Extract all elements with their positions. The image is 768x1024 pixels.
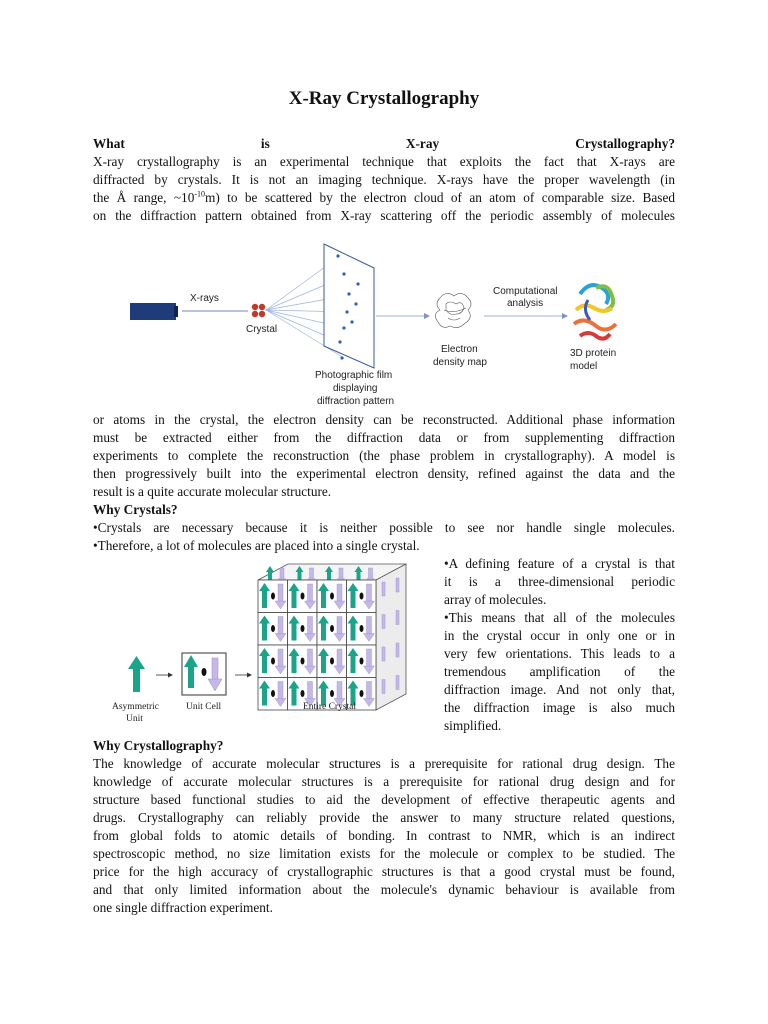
- photographic-film-icon: [324, 244, 374, 368]
- paragraph-line: must be extracted either from the diffraction data or from supplementing diffraction: [93, 430, 675, 445]
- side-text-line: •A defining feature of a crystal is that: [444, 556, 675, 571]
- paragraph-line: on the diffraction pattern obtained from X-ray scattering off the periodic assembly of molecules: [93, 208, 675, 223]
- crystal-icon: [252, 304, 265, 317]
- label-film-3: diffraction pattern: [317, 396, 395, 407]
- paragraph-line: structure based functional studies to aid the development of effective therapeutic agents and: [93, 792, 675, 807]
- side-text-line: tremendous amplification of the: [444, 664, 675, 679]
- wavelength-pre: the Å range, ~10: [93, 190, 195, 205]
- page-title: X-Ray Crystallography: [288, 88, 480, 109]
- xray-pipeline-figure: [118, 240, 658, 410]
- label-film-1: Photographic film: [315, 370, 393, 381]
- label-asymmetric-2: Unit: [126, 714, 143, 724]
- paragraph-line: one single diffraction experiment.: [93, 900, 273, 915]
- side-text-line: diffraction image. And not only that,: [444, 682, 675, 697]
- paragraph-line: result is a quite accurate molecular structure.: [93, 484, 332, 499]
- heading-what-is: What is X-ray Crystallography?: [93, 136, 675, 151]
- label-crystal: Crystal: [246, 324, 278, 335]
- paragraph-line: diffracted by crystals. It is not an imaging technique. X-rays have the proper wavelength (in: [93, 172, 675, 187]
- crystal-feature-text: [444, 555, 675, 735]
- asymmetric-unit-icon: [128, 656, 145, 692]
- paragraph-line: and that only limited information about the molecule's dynamic behaviour is available from: [93, 882, 675, 897]
- side-text-line: very few orientations. This leads to a: [444, 646, 675, 661]
- label-comp-1: Computational: [493, 286, 558, 297]
- paragraph-line: spectroscopic method, no size limitation exists for the molecule or complex to be studied. The: [93, 846, 675, 861]
- heading-why-crystals: Why Crystals?: [93, 502, 178, 517]
- label-xrays: X-rays: [190, 293, 219, 304]
- side-text-line: the diffraction image is also much: [444, 700, 675, 715]
- electron-density-map-icon: [435, 293, 471, 327]
- label-protein-1: 3D protein: [570, 348, 617, 359]
- paragraph-line: X-ray crystallography is an experimental technique that exploits the fact that X-rays are: [93, 154, 675, 169]
- paragraph-line: experiments to complete the reconstruction (the phase problem in crystallography). A model is: [93, 448, 675, 463]
- paragraph-line: knowledge of accurate molecular structures is a prerequisite for rational drug design and for: [93, 774, 675, 789]
- wavelength-post: m) to be scattered by the electron cloud of an atom of comparable size. Based: [205, 190, 675, 205]
- side-text-line: array of molecules.: [444, 592, 547, 607]
- paragraph-line: from global folds to atomic details of bonding. In contrast to NMR, which is an indirect: [93, 828, 675, 843]
- section-what-heading: [93, 135, 675, 153]
- paragraph-line: price for the high accuracy of crystallographic structures is that a good crystal must be found,: [93, 864, 675, 879]
- label-unit-cell: Unit Cell: [186, 702, 222, 712]
- side-text-line: •This means that all of the molecules: [444, 610, 675, 625]
- paragraph-line: then progressively built into the experimental electron density, refined against the data and the: [93, 466, 675, 481]
- section-why-crystallography: [93, 737, 675, 917]
- label-protein-2: model: [570, 361, 598, 372]
- paragraph-line-wavelength: [93, 189, 675, 207]
- paragraph-line: drugs. Crystallography can reliably provide the answer to many structure related questions,: [93, 810, 675, 825]
- label-edm-1: Electron: [441, 344, 478, 355]
- label-asymmetric-1: Asymmetric: [112, 702, 159, 712]
- wavelength-exponent: -10: [194, 189, 206, 199]
- protein-model-icon: [574, 285, 616, 338]
- side-text-line: it is a three-dimensional periodic: [444, 574, 675, 589]
- side-text-line: in the crystal occur in only one or in: [444, 628, 675, 643]
- bullet-line: •Crystals are necessary because it is neither possible to see nor handle single molecules.: [93, 520, 675, 535]
- section-why-crystals: [93, 501, 675, 555]
- entire-crystal-icon: [258, 564, 406, 710]
- xray-source-icon: [130, 303, 176, 320]
- crystal-lattice-figure: [108, 556, 438, 726]
- paragraph-line: The knowledge of accurate molecular structures is a prerequisite for rational drug design. The: [93, 756, 675, 771]
- paragraph-line: or atoms in the crystal, the electron density can be reconstructed. Additional phase information: [93, 412, 675, 427]
- label-entire-crystal: Entire Crystal: [303, 702, 357, 712]
- label-edm-2: density map: [433, 357, 487, 368]
- bullet-line: •Therefore, a lot of molecules are placed into a single crystal.: [93, 538, 420, 553]
- label-film-2: displaying: [333, 383, 378, 394]
- unit-cell-icon: [182, 653, 226, 695]
- section1-continued: [93, 411, 675, 501]
- heading-why-crystallography: Why Crystallography?: [93, 738, 224, 753]
- label-comp-2: analysis: [507, 298, 544, 309]
- section1-paragraph: [93, 153, 675, 225]
- side-text-line: simplified.: [444, 718, 502, 733]
